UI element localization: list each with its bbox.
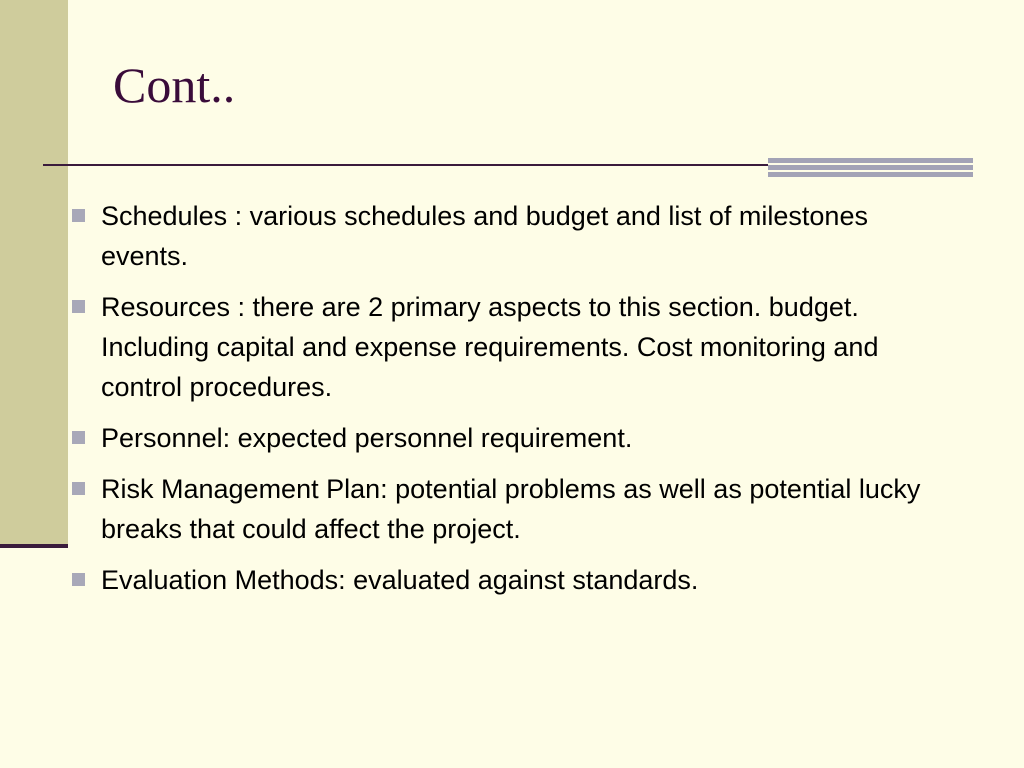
square-bullet-icon xyxy=(72,482,85,495)
bullet-item-resources xyxy=(70,287,950,407)
square-bullet-icon xyxy=(72,300,85,313)
bullet-item-risk-management xyxy=(70,469,950,549)
bullet-text: Risk Management Plan: potential problems as well as potential lucky breaks that could affect the project. xyxy=(101,474,921,544)
title-accent-bar xyxy=(768,158,973,178)
bullet-text: Schedules : various schedules and budget and list of milestones events. xyxy=(101,201,868,271)
bullet-text: Evaluation Methods: evaluated against standards. xyxy=(101,565,699,595)
left-decorative-band xyxy=(0,0,68,545)
bullet-text: Resources : there are 2 primary aspects to this section. budget. Including capital and expense requirements. Cost monitoring and control procedures. xyxy=(101,292,879,402)
left-band-underline xyxy=(0,544,68,548)
bullet-item-schedules xyxy=(70,196,950,276)
bullet-text: Personnel: expected personnel requirement. xyxy=(101,423,633,453)
slide-title: Cont.. xyxy=(113,57,236,113)
square-bullet-icon xyxy=(72,573,85,586)
bullet-list xyxy=(70,196,950,611)
square-bullet-icon xyxy=(72,209,85,222)
square-bullet-icon xyxy=(72,431,85,444)
bullet-item-personnel xyxy=(70,418,950,458)
bullet-item-evaluation-methods xyxy=(70,560,950,600)
